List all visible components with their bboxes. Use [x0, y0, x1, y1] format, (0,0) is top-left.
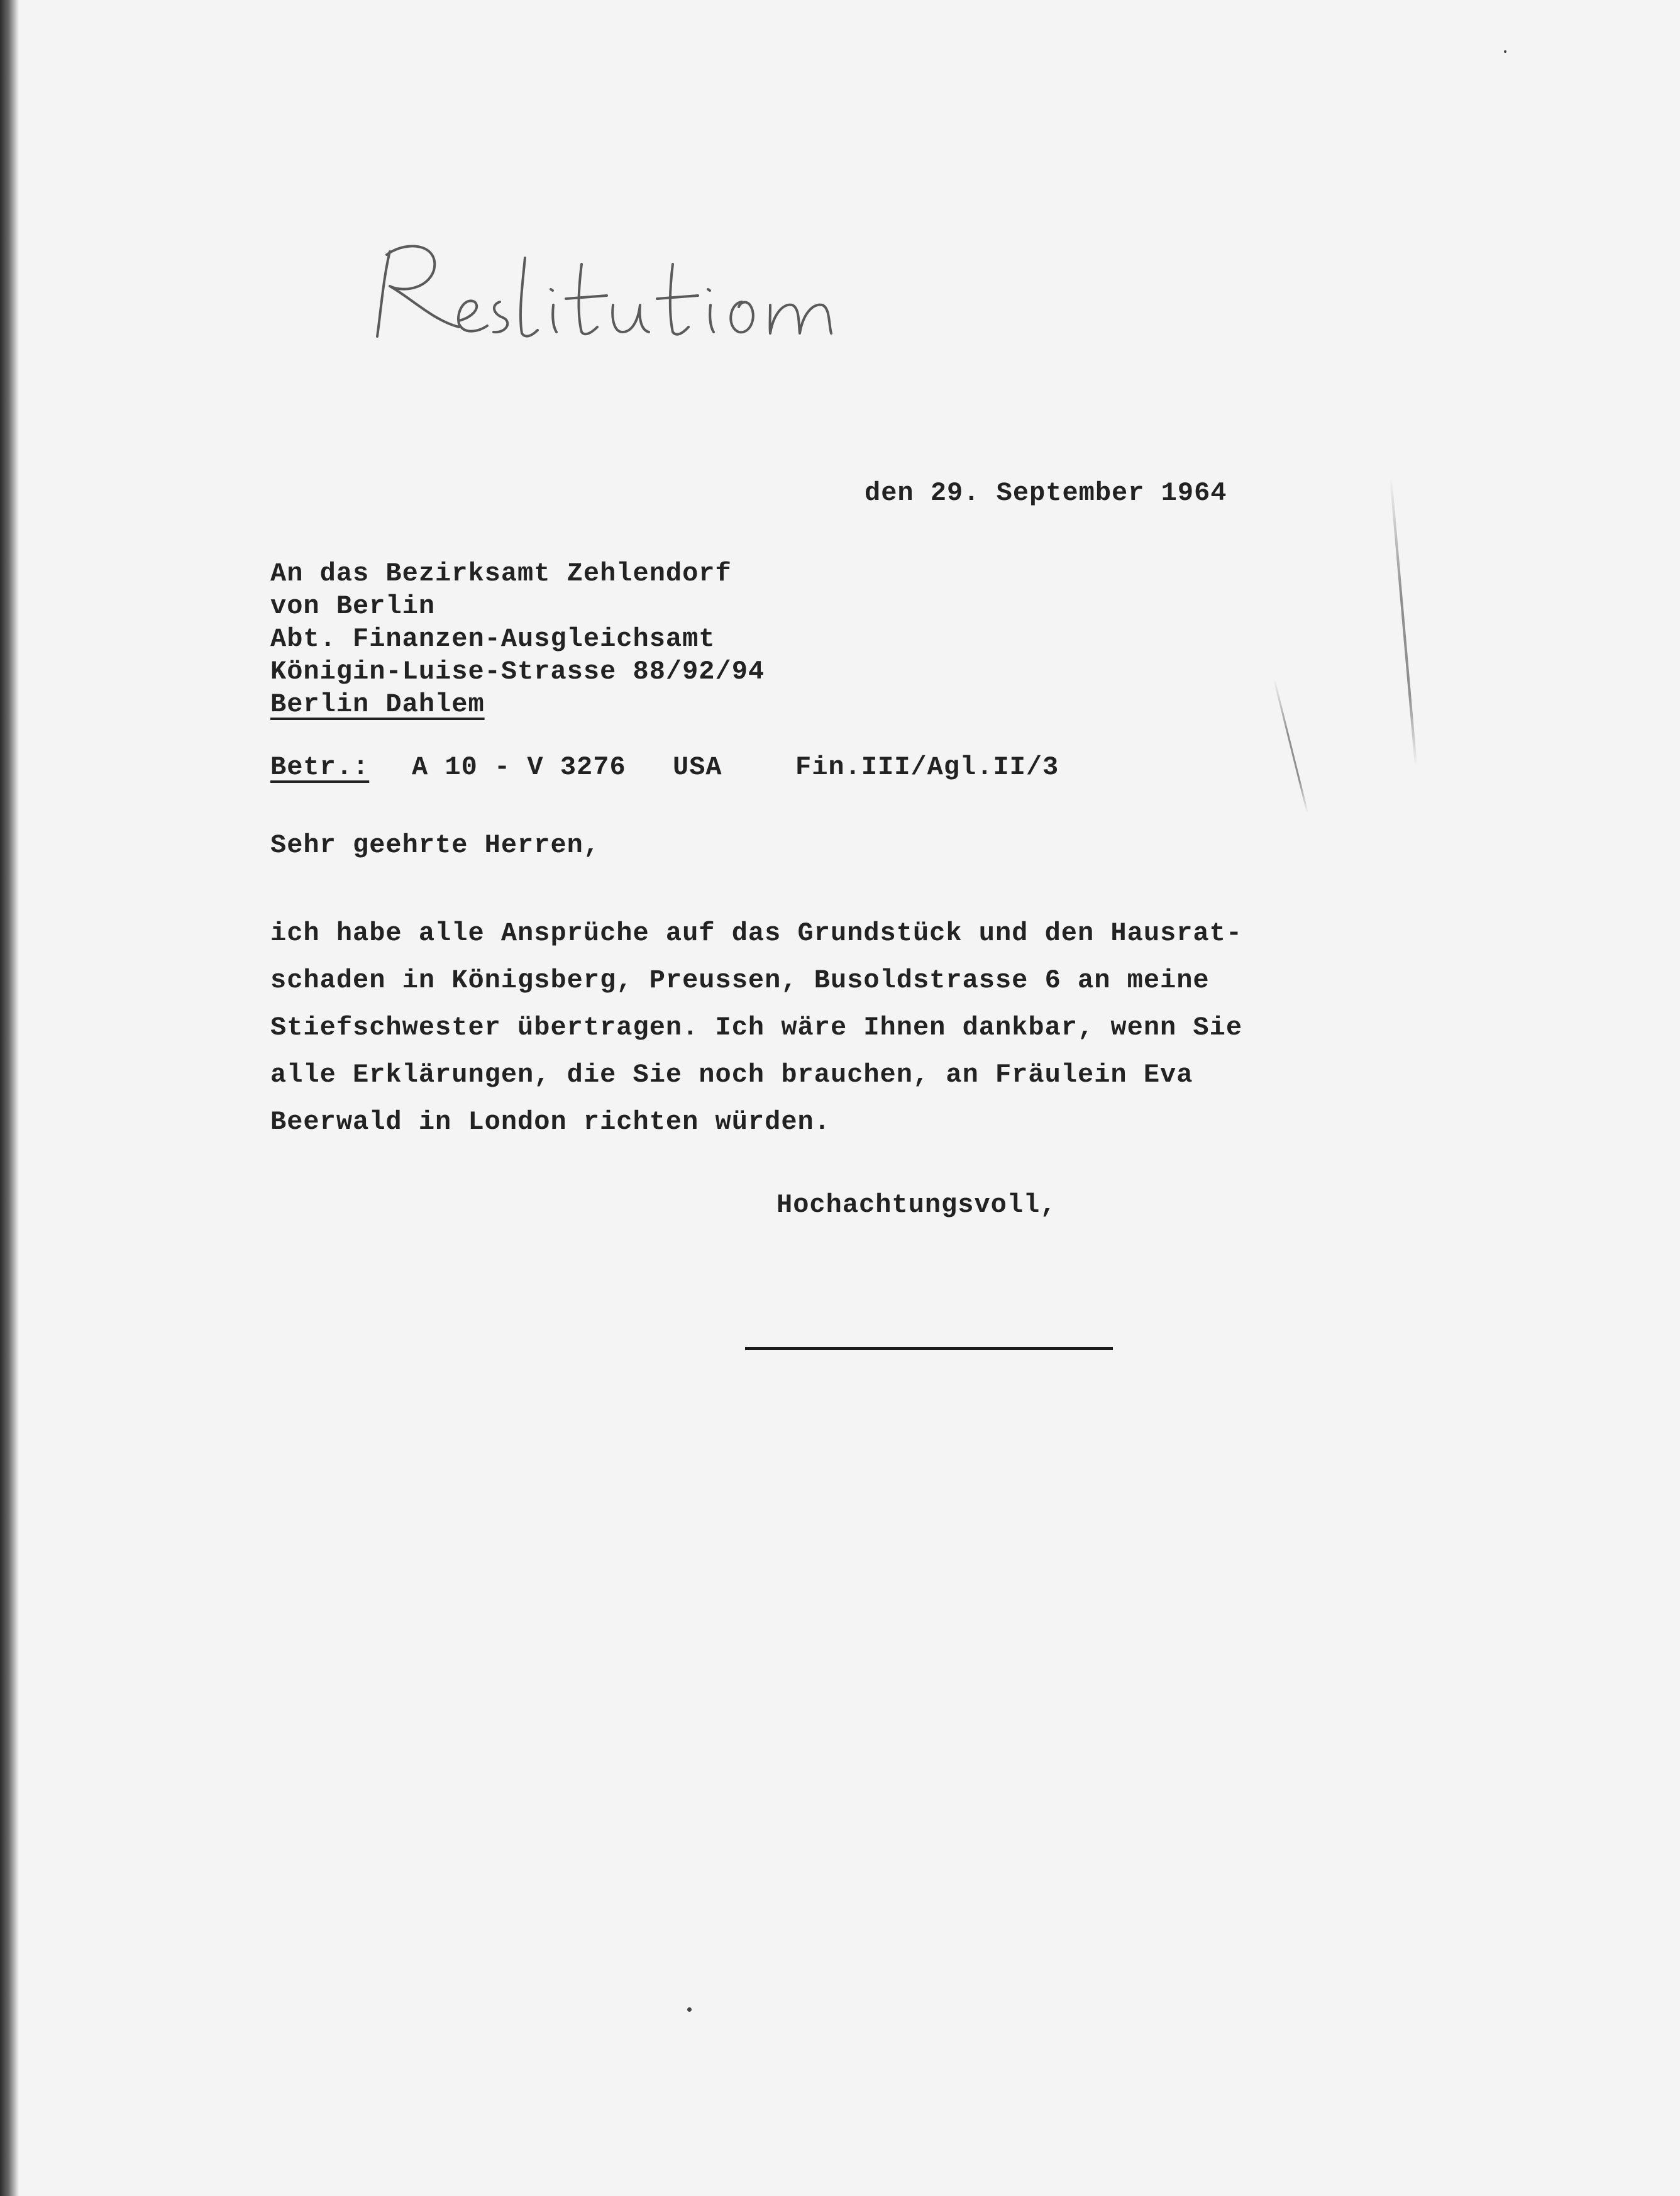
- recipient-line-3: Abt. Finanzen-Ausgleichsamt: [270, 624, 716, 654]
- body-line: schaden in Königsberg, Preussen, Busoldstrasse 6 an meine: [270, 965, 1210, 995]
- handwriting-drawing: [365, 226, 956, 371]
- body-line: Stiefschwester übertragen. Ich wäre Ihnen dankbar, wenn Sie: [270, 1012, 1243, 1043]
- paper-crease: [1390, 478, 1417, 767]
- signature-line: [745, 1347, 1113, 1350]
- scan-edge-shadow: [0, 0, 19, 2196]
- reference-file-number: A 10 - V 3276: [412, 752, 626, 782]
- letter-date: den 29. September 1964: [865, 478, 1227, 508]
- paper-speck: [1504, 50, 1506, 53]
- body-line: Beerwald in London richten würden.: [270, 1107, 831, 1137]
- paper-crease: [1273, 679, 1308, 813]
- body-line: ich habe alle Ansprüche auf das Grundstück und den Hausrat-: [270, 918, 1243, 948]
- paper-speck: [687, 2007, 692, 2012]
- recipient-line-4: Königin-Luise-Strasse 88/92/94: [270, 657, 765, 687]
- recipient-line-1: An das Bezirksamt Zehlendorf: [270, 558, 732, 589]
- handwritten-annotation: [365, 226, 956, 371]
- salutation: Sehr geehrte Herren,: [270, 830, 600, 860]
- body-line: alle Erklärungen, die Sie noch brauchen, an Fräulein Eva: [270, 1060, 1193, 1090]
- recipient-city: Berlin Dahlem: [270, 689, 485, 719]
- closing: Hochachtungsvoll,: [776, 1190, 1057, 1220]
- recipient-line-2: von Berlin: [270, 591, 436, 621]
- reference-department: Fin.III/Agl.II/3: [795, 752, 1059, 782]
- reference-country: USA: [673, 752, 722, 782]
- reference-label: Betr.:: [270, 752, 370, 782]
